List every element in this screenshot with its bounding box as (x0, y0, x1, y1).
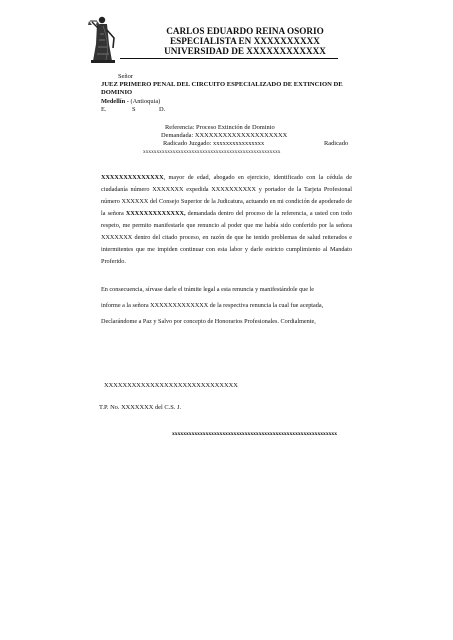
body-paragraph-2-line3: Declarándome a Paz y Salvo por concepto de Honorarios Profesionales. Cordialmente, (101, 318, 316, 325)
body-paragraph-1 (101, 172, 352, 268)
city-separator: - (125, 98, 131, 105)
justice-figure-logo (88, 14, 118, 64)
radicado-juzgado-line: Radicado Juzgado: xxxxxxxxxxxxxxxx (163, 140, 265, 147)
demandada-line: Demandada: XXXXXXXXXXXXXXXXXXXX (161, 132, 288, 139)
author-specialty: ESPECIALISTA EN XXXXXXXXXX (170, 36, 320, 46)
paragraph-1-part-a: , mayor de edad, abogado en ejercicio, identificado con la cédula de ciudadanía número XXXXXXX expedida XXXXXXXXXX y portador de la Tarjeta Profesional número XXXXXX del Consejo Superior de la Judicatura, actuando en mi condición de apoderado de la señora (101, 174, 352, 217)
addressee-city-line (101, 98, 160, 106)
author-name: CARLOS EDUARDO REINA OSORIO (166, 26, 324, 36)
paragraph-1-part-b: demandada dentro del proceso de la referencia, a usted con todo respeto, me permito manifestarle que renuncio al poder que me había sido conferido por la señora XXXXXXX dentro del citado proceso, en razón de que he tenido problemas de salud reiterados e intermitentes que me impiden continuar con esta labor y darle estricto cumplimiento al Mandato Proferido. (101, 210, 352, 265)
city: Medellín (101, 98, 126, 105)
reference-line: Referencia: Proceso Extinción de Dominio (165, 124, 275, 131)
footer-placeholder: xxxxxxxxxxxxxxxxxxxxxxxxxxxxxxxxxxxxxxxxxxxxxxxxxxxxxxxxxxx (172, 431, 338, 437)
author-university: UNIVERSIDAD DE XXXXXXXXXXXX (164, 46, 326, 56)
body-paragraph-2-line2: informe a la señora XXXXXXXXXXXXX de la respectiva renuncia la cual fue aceptada, (101, 302, 324, 309)
lawyer-name: XXXXXXXXXXXXXX (101, 174, 164, 181)
department: (Antioquia) (130, 98, 161, 105)
header-rule (120, 58, 338, 59)
body-paragraph-2-line1: En consecuencia, sírvase darle el trámite legal a esta renuncia y manifestándole que le (101, 286, 315, 293)
professional-card: T.P. No. XXXXXXX del C.S. J. (99, 404, 182, 411)
esd-d: D. (159, 106, 166, 113)
addressee-line1: JUEZ PRIMERO PENAL DEL CIRCUITO ESPECIALIZADO DE EXTINCION DE (101, 81, 343, 88)
radicado-label: Radicado (324, 140, 349, 147)
addressee-line2: DOMINIO (101, 89, 133, 96)
esd-s: S (132, 106, 136, 113)
client-name: XXXXXXXXXXXXX, (125, 210, 186, 217)
esd-e: E. (101, 106, 107, 113)
salutation: Señor (118, 73, 133, 80)
signature-name: XXXXXXXXXXXXXXXXXXXXXXXXXXXXX (104, 382, 238, 389)
radicado-value: xxxxxxxxxxxxxxxxxxxxxxxxxxxxxxxxxxxxxxxxxxxxxxxxxxx (143, 149, 281, 155)
